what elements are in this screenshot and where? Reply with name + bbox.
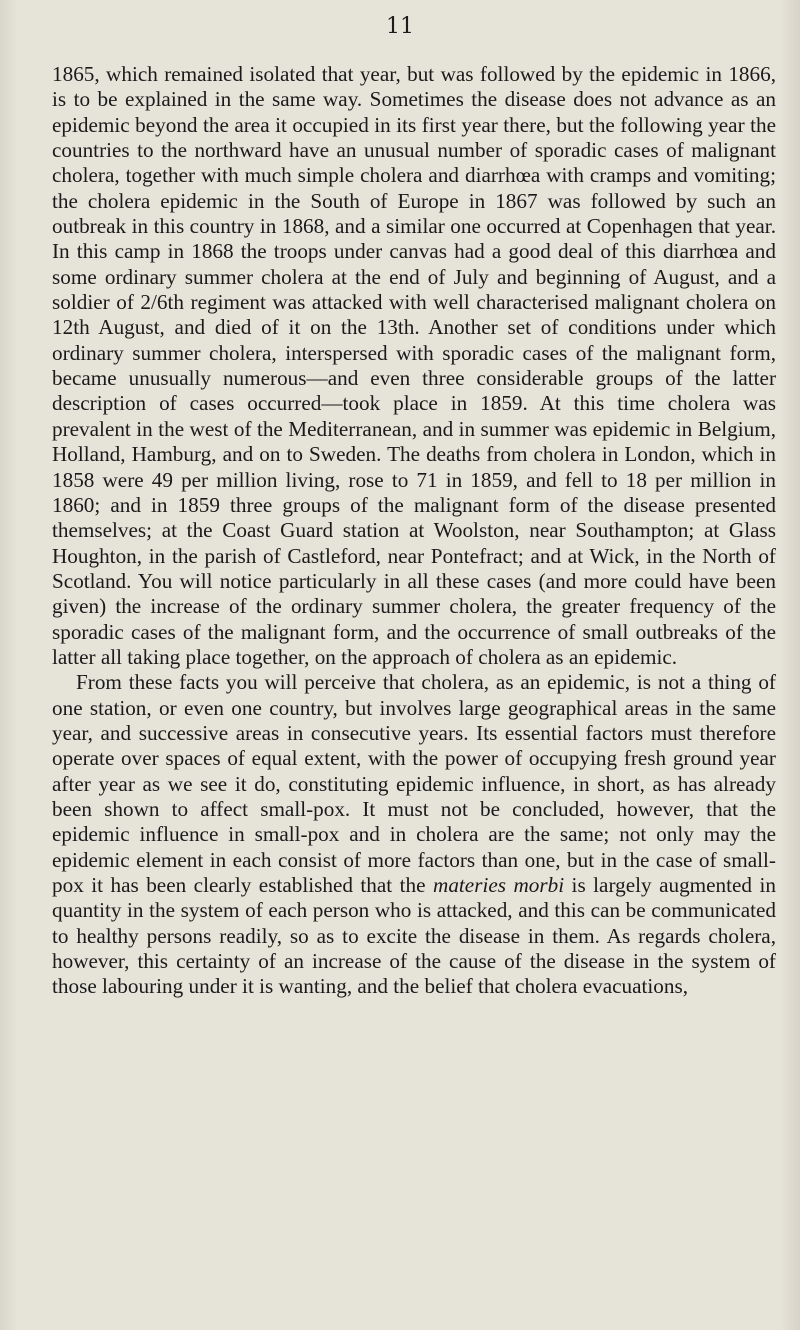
latin-term-materies-morbi: materies morbi [433,873,565,897]
paragraph-2-text-start: From these facts you will perceive that cholera, as an epidemic, is not a thing of one station, or even one country, but involves large geographical areas in the same year, and successive areas in consecutive years. Its essential factors must therefore operate over spaces of equal extent, with the power of occupying fresh ground year after year as we see it do, constituting epidemic influence, in short, as has already been shown to affect small-pox. It must not be concluded, however, that the epidemic influence in small-pox and in cholera are the same; not only may the epidemic element in each consist of more factors than one, but in the case of small-pox it has been clearly established that the [52,670,776,897]
page-number: 11 [386,14,414,39]
body-text [52,62,776,1000]
paragraph-1-text: 1865, which remained isolated that year, but was followed by the epidemic in 1866, is to be explained in the same way. Sometimes the disease does not advance as an epidemic beyond the area it occupied in its first year there, but the following year the countries to the northward have an unusual number of sporadic cases of malignant cholera, together with much simple cholera and diarrhœa with cramps and vomiting; the cholera epidemic in the South of Europe in 1867 was followed by such an outbreak in this country in 1868, and a similar one occurred at Copenhagen that year. In this camp in 1868 the troops under canvas had a good deal of this diarrhœa and some ordinary summer cholera at the end of July and beginning of August, and a soldier of 2/6th regiment was attacked with well characterised malignant cholera on 12th August, and died of it on the 13th. Another set of conditions under which ordinary summer cholera, interspersed with sporadic cases of the malignant form, became unusually numerous—and even three considerable groups of the latter description of cases occurred—took place in 1859. At this time cholera was prevalent in the west of the Mediterranean, and in summer was epidemic in Belgium, Holland, Hamburg, and on to Sweden. The deaths from cholera in London, which in 1858 were 49 per million living, rose to 71 in 1859, and fell to 18 per million in 1860; and in 1859 three groups of the malignant form of the disease presented themselves; at the Coast Guard station at Woolston, near Southampton; at Glass Houghton, in the parish of Castleford, near Pontefract; and at Wick, in the North of Scotland. You will notice particularly in all these cases (and more could have been given) the increase of the ordinary summer cholera, the greater frequency of the sporadic cases of the malignant form, and the occurrence of small outbreaks of the latter all taking place together, on the approach of cholera as an epidemic. [52,62,776,669]
paragraph-2-text-end: is largely augmented in quantity in the system of each person who is attacked, and this can be communicated to healthy persons readily, so as to excite the disease in them. As regards cholera, however, this certainty of an increase of the cause of the disease in the system of those labouring under it is wanting, and the belief that cholera evacuations, [52,873,776,999]
paragraph-1 [52,62,776,670]
paragraph-2 [52,670,776,999]
